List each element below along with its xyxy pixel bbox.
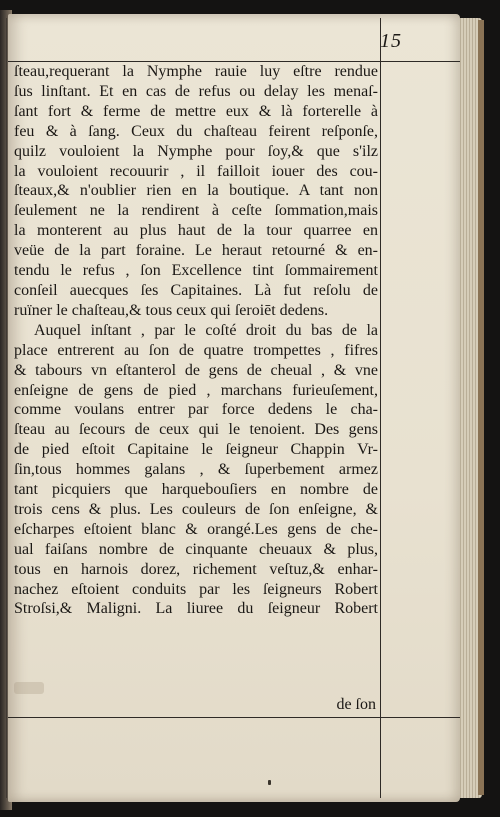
- text-line: comme voulans entrer par force dedens le cha-: [14, 401, 378, 419]
- body-text: [14, 62, 378, 619]
- cover-edge: [478, 20, 484, 795]
- paragraph-end-line: ruïner le chaſteau,& tous ceux qui ſeroiēt dedens.: [14, 301, 329, 319]
- text-line: veüe de la part foraine. Le heraut retourné & en-: [14, 242, 378, 260]
- text-line: tendu le refus , ſon Excellence tint ſommairement: [14, 262, 378, 280]
- text-line: ſin,tous hommes galans , & ſuperbement armez: [14, 461, 378, 479]
- text-line: place entrerent au ſon de quatre trompettes , fifres: [14, 341, 378, 359]
- text-line: nachez eſtoient conduits par les ſeigneurs Robert: [14, 580, 378, 598]
- text-line: & tabours vn eſtanterol de gens de cheual , & vne: [14, 361, 378, 379]
- text-line: la monterent au plus haut de la tour quarree en: [14, 222, 378, 240]
- margin-rule-right: [380, 18, 381, 798]
- text-line: ual faiſans nombre de cinquante cheuaux & plus,: [14, 540, 378, 558]
- ink-stain: [14, 682, 44, 694]
- text-line: quilz vouloient la Nymphe pour ſoy,& que s'ilz: [14, 142, 378, 160]
- footer-rule: [8, 717, 460, 718]
- text-line: Stroſsi,& Maligni. La liuree du ſeigneur Robert: [14, 600, 378, 618]
- text-line: ſant fort & ferme de mettre eux & là forterelle à: [14, 102, 378, 120]
- text-line: ſteaux,& n'oublier rien en la boutique. A tant non: [14, 182, 378, 200]
- catchword: de ſon: [336, 696, 376, 713]
- page-number: 15: [380, 30, 402, 52]
- text-line: ſteau,requerant la Nymphe rauie luy eſtre rendue: [14, 63, 378, 80]
- paragraph-start-line: Auquel inſtant , par le coſté droit du bas de la: [34, 321, 378, 339]
- ink-speck: [268, 780, 271, 785]
- text-line: ſus linſtant. Et en cas de refus ou delay les menaſ-: [14, 82, 378, 100]
- text-line: conſeil auecques ſes Capitaines. Là fut reſolu de: [14, 281, 378, 299]
- text-line: ſeulement ne la rendirent à ceſte ſommation,mais: [14, 202, 378, 220]
- text-line: ſteau au ſecours de ceux qui le tenoient. Des gens: [14, 421, 378, 439]
- text-line: de pied eſtoit Capitaine le ſeigneur Chappin Vr-: [14, 441, 378, 459]
- text-line: eſcharpes eſtoient blanc & orangé.Les gens de che-: [14, 520, 378, 538]
- text-line: trois cens & plus. Les couleurs de ſon enſeigne, &: [14, 500, 378, 518]
- text-line: la vouloient recouurir , il failloit iouer des cou-: [14, 162, 378, 180]
- text-line: tous en harnois dorez, richement veſtuz,& enhar-: [14, 560, 378, 578]
- text-line: enſeigne de gens de pied , marchans furieuſement,: [14, 381, 378, 399]
- text-line: feu & à ſang. Ceux du chaſteau feirent reſponſe,: [14, 122, 378, 140]
- text-line: tant picquiers que harquebouſiers en nombre de: [14, 481, 378, 499]
- margin-rule-left: [6, 18, 7, 798]
